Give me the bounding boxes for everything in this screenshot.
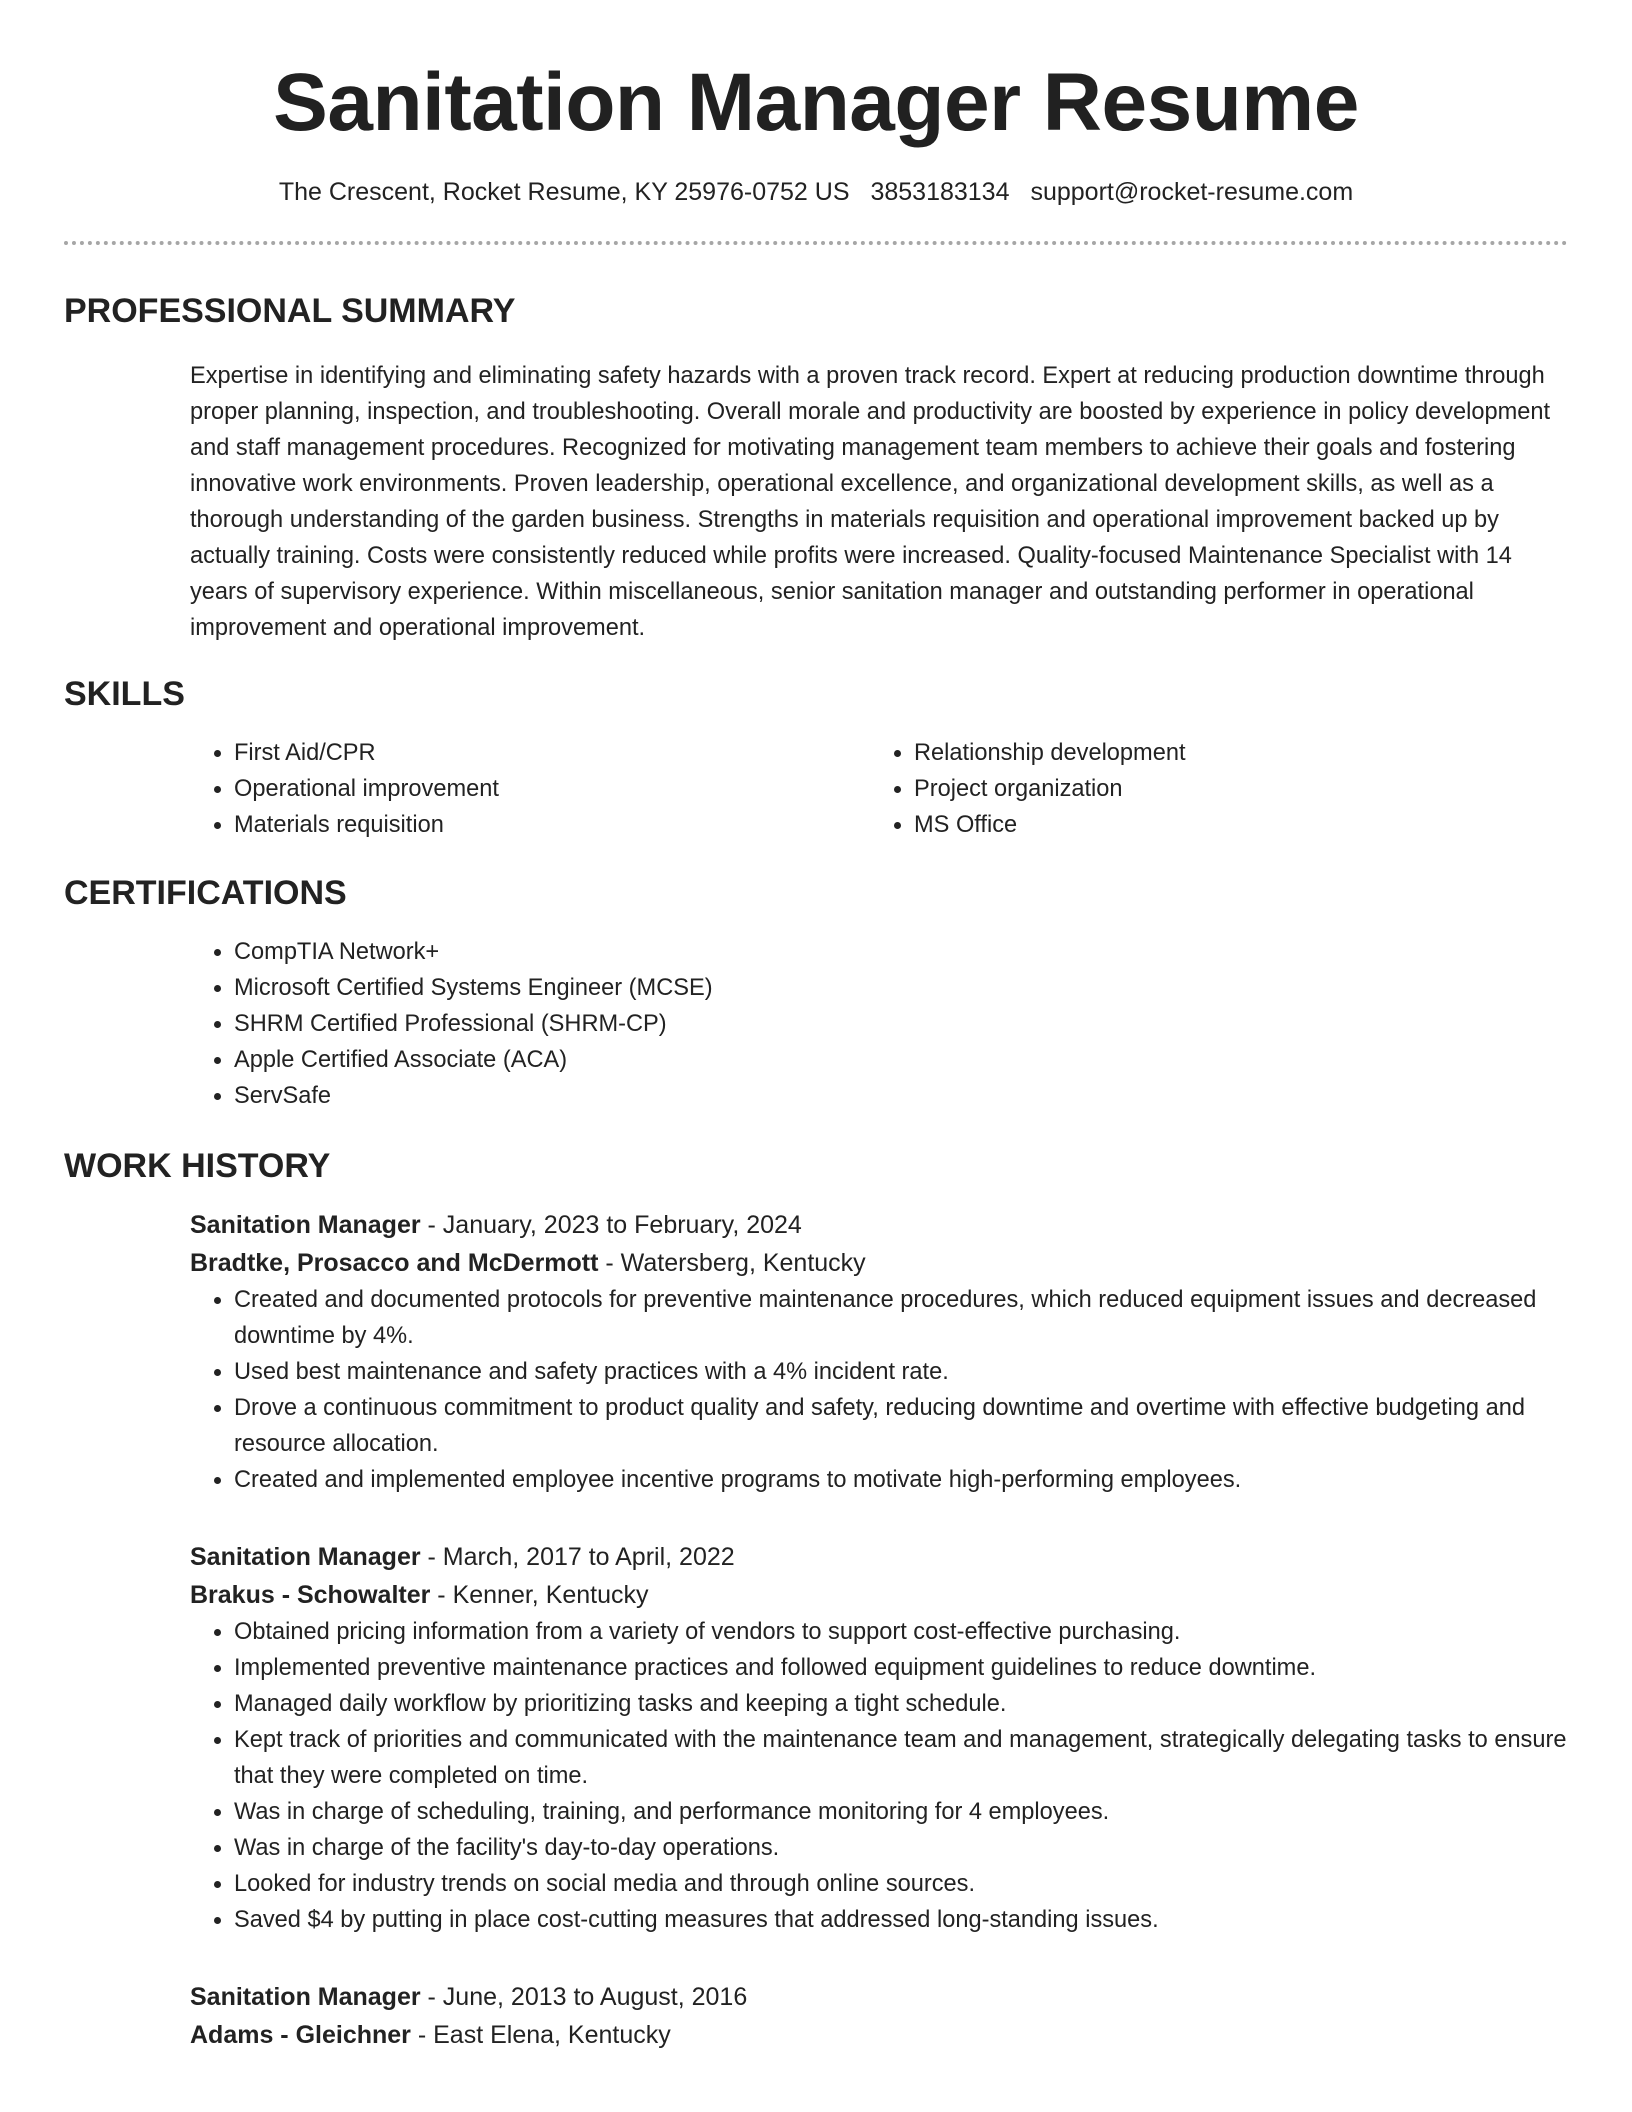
job-title-line: [190, 1538, 1568, 1576]
job-bullets: [190, 1282, 1568, 1498]
job-location: - East Elena, Kentucky: [410, 2021, 671, 2050]
certification-item: • Microsoft Certified Systems Engineer (MCSE): [234, 970, 1568, 1006]
skill-item: • MS Office: [914, 807, 1550, 843]
job-company: Adams - Gleichner: [190, 2021, 411, 2050]
work-history-section: [64, 1146, 1568, 2055]
job-entry: [190, 1538, 1568, 1938]
certifications-heading: CERTIFICATIONS: [64, 873, 347, 912]
job-location: - Kenner, Kentucky: [430, 1581, 649, 1610]
resume-page: [64, 0, 1568, 2054]
job-entry: [190, 1206, 1568, 1498]
skills-section: [64, 674, 1568, 843]
job-company: Brakus - Schowalter: [190, 1581, 431, 1610]
job-bullets: [190, 1614, 1568, 1938]
summary-section: [64, 291, 1568, 646]
job-bullet: • Was in charge of the facility's day-to-day operations.: [234, 1830, 1568, 1866]
job-bullet: • Used best maintenance and safety practices with a 4% incident rate.: [234, 1354, 1568, 1390]
job-company-line: [190, 2016, 1568, 2054]
certification-item: • SHRM Certified Professional (SHRM-CP): [234, 1006, 1568, 1042]
job-dates: - January, 2023 to February, 2024: [420, 1211, 802, 1240]
skill-item: • Project organization: [914, 771, 1550, 807]
skills-column-left: [190, 735, 870, 843]
job-bullet: • Managed daily workflow by prioritizing tasks and keeping a tight schedule.: [234, 1686, 1568, 1722]
contact-phone: 3853183134: [870, 178, 1010, 207]
skills-column-right: [870, 735, 1550, 843]
job-bullet: • Kept track of priorities and communicated with the maintenance team and management, strategically delegating tasks to ensure that they were completed on time.: [234, 1722, 1568, 1794]
job-dates: - March, 2017 to April, 2022: [420, 1543, 735, 1572]
job-company-line: [190, 1576, 1568, 1614]
job-title-line: [190, 1978, 1568, 2016]
job-title-line: [190, 1206, 1568, 1244]
summary-text: Expertise in identifying and eliminating safety hazards with a proven track record. Expert at reducing production downtime through proper planning, inspection, and troubleshooting. Overall morale and productivity are boosted by experience in policy development and staff management procedures. Recognized for motivating management team members to achieve their goals and fostering innovative work environments. Proven leadership, operational excellence, and organizational development skills, as well as a thorough understanding of the garden business. Strengths in materials requisition and operational improvement backed up by actually training. Costs were consistently reduced while profits were increased. Quality-focused Maintenance Specialist with 14 years of supervisory experience. Within miscellaneous, senior sanitation manager and outstanding performer in operational improvement and operational improvement.: [190, 362, 1551, 641]
job-bullet: • Saved $4 by putting in place cost-cutting measures that addressed long-standing issues.: [234, 1902, 1568, 1938]
job-dates: - June, 2013 to August, 2016: [420, 1983, 748, 2012]
resume-title: Sanitation Manager Resume: [273, 57, 1359, 148]
header-divider: [64, 241, 1568, 245]
contact-line: [64, 178, 1568, 207]
summary-heading: PROFESSIONAL SUMMARY: [64, 292, 516, 331]
job-role: Sanitation Manager: [190, 1983, 421, 2012]
skill-item: • Relationship development: [914, 735, 1550, 771]
certification-item: • ServSafe: [234, 1078, 1568, 1114]
certifications-section: [64, 873, 1568, 1114]
certifications-list: [190, 934, 1568, 1114]
job-role: Sanitation Manager: [190, 1543, 421, 1572]
job-entry: [190, 1978, 1568, 2054]
job-bullet: • Created and documented protocols for preventive maintenance procedures, which reduced equipment issues and decreased downtime by 4%.: [234, 1282, 1568, 1354]
job-bullet: • Was in charge of scheduling, training, and performance monitoring for 4 employees.: [234, 1794, 1568, 1830]
job-bullet: • Drove a continuous commitment to product quality and safety, reducing downtime and overtime with effective budgeting and resource allocation.: [234, 1390, 1568, 1462]
job-role: Sanitation Manager: [190, 1211, 421, 1240]
job-company-line: [190, 1244, 1568, 1282]
skill-item: • Operational improvement: [234, 771, 870, 807]
job-bullet: • Looked for industry trends on social media and through online sources.: [234, 1866, 1568, 1902]
skills-heading: SKILLS: [64, 674, 185, 713]
contact-email: support@rocket-resume.com: [1030, 178, 1354, 207]
job-location: - Watersberg, Kentucky: [598, 1249, 866, 1278]
job-bullet: • Obtained pricing information from a variety of vendors to support cost-effective purchasing.: [234, 1614, 1568, 1650]
skill-item: • Materials requisition: [234, 807, 870, 843]
skills-grid: [190, 735, 1568, 843]
job-bullet: • Implemented preventive maintenance practices and followed equipment guidelines to reduce downtime.: [234, 1650, 1568, 1686]
certification-item: • CompTIA Network+: [234, 934, 1568, 970]
work-history-heading: WORK HISTORY: [64, 1146, 331, 1185]
skill-item: • First Aid/CPR: [234, 735, 870, 771]
certification-item: • Apple Certified Associate (ACA): [234, 1042, 1568, 1078]
job-company: Bradtke, Prosacco and McDermott: [190, 1249, 599, 1278]
job-bullet: • Created and implemented employee incentive programs to motivate high-performing employees.: [234, 1462, 1568, 1498]
contact-address: The Crescent, Rocket Resume, KY 25976-0752 US: [278, 178, 850, 207]
